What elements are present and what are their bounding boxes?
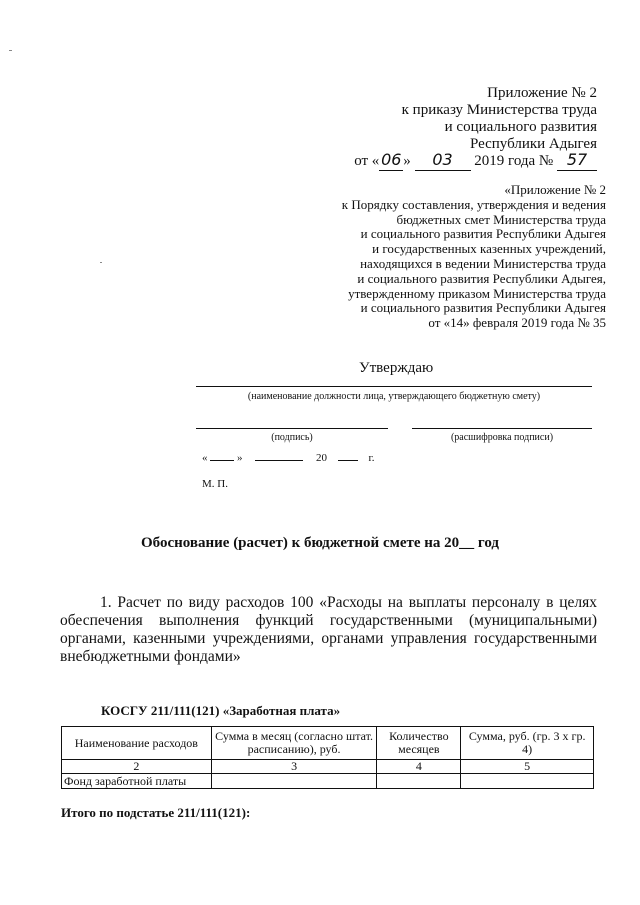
- stamp-label: М. П.: [202, 478, 228, 490]
- table-number-cell: 2: [62, 760, 212, 774]
- table-cell: [461, 774, 594, 789]
- date-year: 2019 года №: [474, 153, 554, 169]
- appendix2-block: [342, 183, 606, 331]
- appendix2-line: и социального развития Республики Адыгея,: [357, 270, 606, 286]
- position-line: [196, 386, 592, 387]
- table-header-cell: Наименование расходов: [62, 727, 212, 760]
- date-day: 06: [381, 150, 402, 169]
- date-month: 03: [415, 150, 471, 171]
- approval-day-blank: [210, 460, 234, 461]
- table-number-row: [62, 760, 594, 774]
- scan-speck: [100, 262, 102, 263]
- appendix2-line: находящихся в ведении Министерства труда: [360, 255, 606, 271]
- approval-date-open: «: [202, 452, 208, 464]
- approval-date-line: [202, 452, 375, 464]
- decryption-caption: (расшифровка подписи): [450, 432, 554, 443]
- approval-date-close: »: [237, 452, 243, 464]
- document-title: Обоснование (расчет) к бюджетной смете на 20__ год: [141, 535, 499, 551]
- kosgu-heading: КОСГУ 211/111(121) «Заработная плата»: [101, 703, 341, 718]
- table-row: [62, 774, 594, 789]
- appendix2-line: и социального развития Республики Адыгея: [360, 300, 606, 316]
- table-header-cell: Количество месяцев: [377, 727, 461, 760]
- approval-year-suffix: г.: [368, 452, 375, 464]
- table-number-cell: 4: [377, 760, 461, 774]
- header-republic-line: Республики Адыгея: [469, 136, 597, 152]
- expense-paragraph: 1. Расчет по виду расходов 100 «Расходы на выплаты персоналу в целях обеспечения выполнения функций государственными (муниципальными) органами, казенными учреждениями, органами управления государственными внебюджетными фондами»: [60, 594, 597, 665]
- scan-speck: [9, 50, 12, 51]
- appendix2-line: от «14» февраля 2019 года № 35: [428, 315, 606, 331]
- date-mid: »: [403, 153, 411, 169]
- appendix2-line: к Порядку составления, утверждения и ведения: [341, 196, 606, 212]
- appendix2-line: и социального развития Республики Адыгея: [360, 226, 606, 242]
- approval-year-prefix: 20: [316, 452, 327, 464]
- position-caption: (наименование должности лица, утверждающего бюджетную смету): [247, 391, 541, 402]
- total-label: Итого по подстатье 211/111(121):: [61, 805, 251, 820]
- signature-line: [196, 428, 388, 429]
- appendix2-line: и государственных казенных учреждений,: [372, 241, 606, 257]
- appendix2-line: утвержденному приказом Министерства труда: [348, 285, 606, 301]
- appendix2-line: бюджетных смет Министерства труда: [396, 211, 606, 227]
- date-prefix: от «: [354, 153, 380, 169]
- table-header-cell: Сумма в месяц (согласно штат. расписанию), руб.: [211, 727, 377, 760]
- appendix2-line: «Приложение № 2: [504, 182, 606, 197]
- table-cell: [377, 774, 461, 789]
- signature-caption: (подпись): [271, 432, 313, 443]
- table-header-cell: Сумма, руб. (гр. 3 х гр. 4): [461, 727, 594, 760]
- header-appendix-number: Приложение № 2: [487, 85, 597, 101]
- decryption-line: [412, 428, 592, 429]
- table-cell: [211, 774, 377, 789]
- order-number: 57: [557, 150, 597, 171]
- table-number-cell: 5: [461, 760, 594, 774]
- header-date-line: [354, 150, 597, 171]
- header-ministry-line: и социального развития: [444, 119, 597, 135]
- header-order-ref: к приказу Министерства труда: [401, 102, 597, 118]
- table-cell: Фонд заработной платы: [62, 774, 212, 789]
- approval-title: Утверждаю: [359, 360, 434, 376]
- table-header-row: [62, 727, 594, 760]
- approval-year-blank: [338, 460, 358, 461]
- approval-month-blank: [255, 460, 303, 461]
- expense-table: [61, 726, 594, 789]
- table-number-cell: 3: [211, 760, 377, 774]
